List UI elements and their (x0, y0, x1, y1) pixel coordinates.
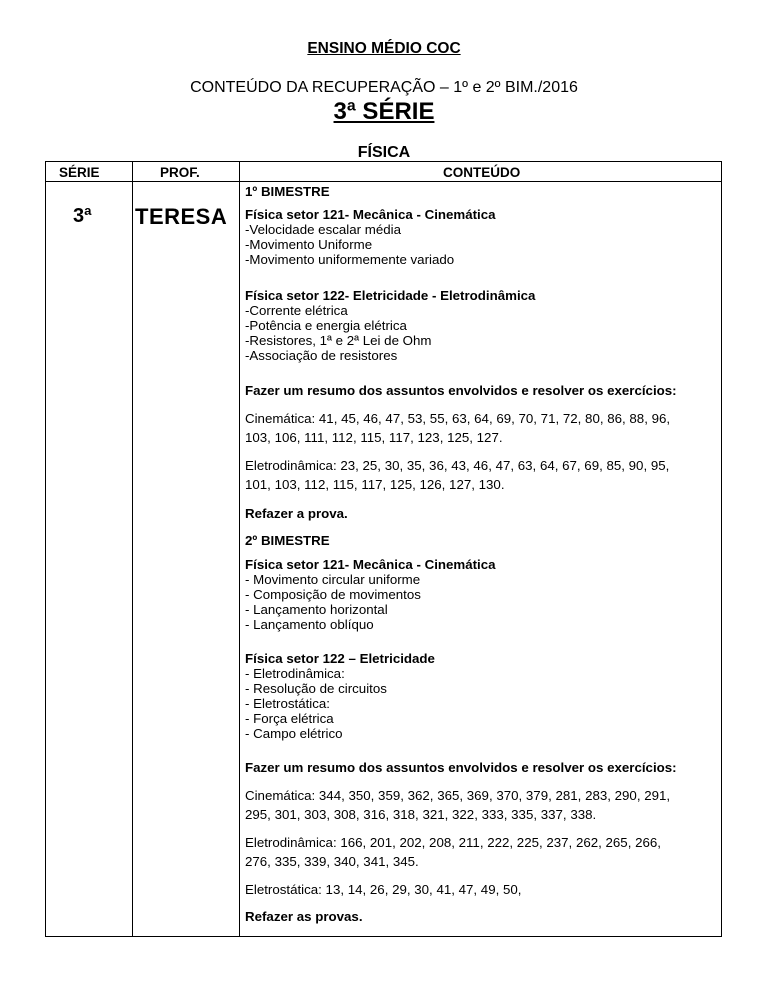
prof-value: TERESA (135, 204, 228, 229)
list-item: - Resolução de circuitos (245, 681, 387, 696)
bim1-cinematica-line2: 103, 106, 111, 112, 115, 117, 123, 125, 127. (245, 430, 503, 445)
list-item: - Eletrostática: (245, 696, 330, 711)
list-item: -Associação de resistores (245, 348, 398, 363)
bim1-resumo: Fazer um resumo dos assuntos envolvidos e resolver os exercícios: (245, 383, 677, 398)
col-header-conteudo: CONTEÚDO (443, 165, 521, 180)
list-item: - Composição de movimentos (245, 587, 421, 602)
bim2-s121-title: Física setor 121- Mecânica - Cinemática (245, 557, 496, 572)
list-item: -Velocidade escalar média (245, 222, 401, 237)
grade-title: 3ª SÉRIE (333, 98, 435, 125)
bim1-eletro-line2: 101, 103, 112, 115, 117, 125, 126, 127, 130. (245, 477, 505, 492)
bim1-cinematica-line1: Cinemática: 41, 45, 46, 47, 53, 55, 63, 64, 69, 70, 71, 72, 80, 86, 88, 96, (245, 411, 671, 426)
list-item: - Lançamento horizontal (245, 602, 388, 617)
col-header-serie: SÉRIE (59, 165, 100, 180)
document-subtitle: CONTEÚDO DA RECUPERAÇÃO – 1º e 2º BIM./2016 (190, 79, 578, 96)
bim2-eletro-line1: Eletrodinâmica: 166, 201, 202, 208, 211, 222, 225, 237, 262, 265, 266, (245, 835, 661, 850)
bim1-refazer: Refazer a prova. (245, 506, 348, 521)
list-item: - Movimento circular uniforme (245, 572, 421, 587)
list-item: - Lançamento oblíquo (245, 617, 374, 632)
bim1-eletro-line1: Eletrodinâmica: 23, 25, 30, 35, 36, 43, 46, 47, 63, 64, 67, 69, 85, 90, 95, (245, 458, 670, 473)
list-item: - Eletrodinâmica: (245, 666, 345, 681)
bim2-eletrostatica: Eletrostática: 13, 14, 26, 29, 30, 41, 47, 49, 50, (245, 882, 522, 897)
bim2-refazer: Refazer as provas. (245, 909, 363, 924)
column-divider (239, 162, 240, 936)
school-title: ENSINO MÉDIO COC (307, 40, 461, 57)
content-column (245, 181, 715, 924)
list-item: -Potência e energia elétrica (245, 318, 407, 333)
bim2-cinematica-line2: 295, 301, 303, 308, 316, 318, 321, 322, 333, 335, 337, 338. (245, 807, 597, 822)
bim1-s121-title: Física setor 121- Mecânica - Cinemática (245, 207, 496, 222)
bim2-s122-title: Física setor 122 – Eletricidade (245, 651, 435, 666)
list-item: - Campo elétrico (245, 726, 343, 741)
serie-value: 3ª (73, 205, 92, 227)
bim2-cinematica-line1: Cinemática: 344, 350, 359, 362, 365, 369, 370, 379, 281, 283, 290, 291, (245, 788, 671, 803)
list-item: -Movimento Uniforme (245, 237, 373, 252)
list-item: - Força elétrica (245, 711, 334, 726)
bim1-s122-title: Física setor 122- Eletricidade - Eletrodinâmica (245, 288, 536, 303)
column-divider (132, 162, 133, 936)
list-item: -Resistores, 1ª e 2ª Lei de Ohm (245, 333, 432, 348)
list-item: -Corrente elétrica (245, 303, 348, 318)
subject-title: FÍSICA (357, 144, 411, 161)
bim2-title: 2º BIMESTRE (245, 533, 330, 548)
bim2-eletro-line2: 276, 335, 339, 340, 341, 345. (245, 854, 419, 869)
list-item: -Movimento uniformemente variado (245, 252, 455, 267)
bim2-resumo: Fazer um resumo dos assuntos envolvidos e resolver os exercícios: (245, 760, 677, 775)
content-table (45, 161, 722, 937)
bim1-title: 1º BIMESTRE (245, 184, 330, 199)
col-header-prof: PROF. (160, 165, 200, 180)
